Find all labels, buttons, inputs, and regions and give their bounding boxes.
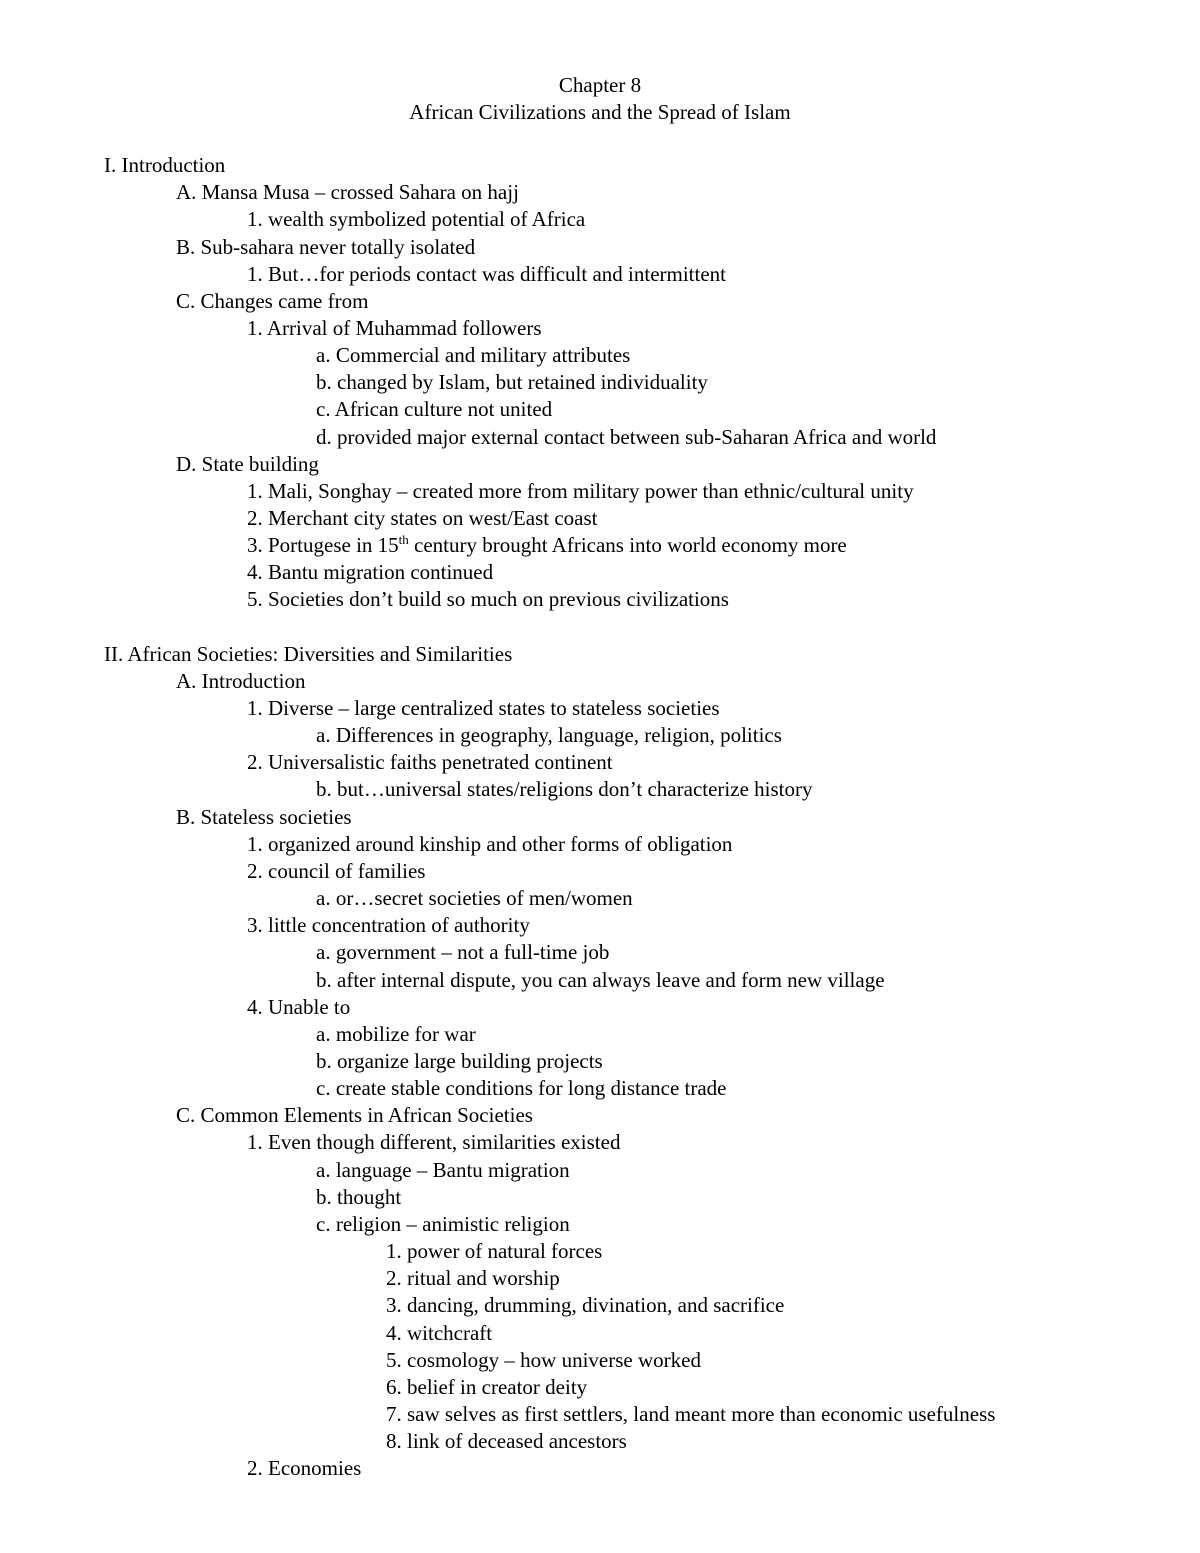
outline-item-level-2: [247, 261, 726, 288]
outline-item-text: 4. Bantu migration continued: [247, 560, 494, 585]
outline-item-level-4: [386, 1320, 492, 1347]
outline-item-level-1: [176, 451, 319, 478]
outline-item-text: 1. Even though different, similarities existed: [247, 1130, 621, 1155]
outline-item-text: a. government – not a full-time job: [316, 940, 610, 965]
superscript: th: [398, 532, 409, 548]
outline-item-text: a. language – Bantu migration: [316, 1157, 570, 1182]
outline-item-text: D. State building: [176, 451, 319, 476]
outline-item-level-3: [316, 1211, 570, 1238]
outline-item-level-1: [176, 288, 368, 315]
outline-item-level-3: [316, 939, 609, 966]
outline-item-level-1: [176, 234, 475, 261]
outline-item-level-2: [247, 478, 914, 505]
outline-item-text: A. Mansa Musa – crossed Sahara on hajj: [176, 180, 519, 205]
outline-item-level-2: [247, 315, 542, 342]
outline-item-level-4: [386, 1374, 587, 1401]
outline-item-level-2: [247, 858, 425, 885]
outline-item-text: 1. But…for periods contact was difficult and intermittent: [247, 261, 727, 286]
outline-item-level-2: [247, 559, 493, 586]
outline-item-level-4: [386, 1347, 701, 1374]
outline-item-text: II. African Societies: Diversities and Similarities: [104, 641, 513, 666]
outline-item-text: a. mobilize for war: [316, 1021, 476, 1046]
outline-item-level-2: [247, 695, 720, 722]
outline-item-text: 1. Arrival of Muhammad followers: [247, 315, 542, 340]
outline-item-text: c. African culture not united: [316, 397, 553, 422]
outline-item-level-4: [386, 1292, 784, 1319]
chapter-title: African Civilizations and the Spread of Islam: [409, 100, 791, 124]
outline-item-text: b. thought: [316, 1184, 402, 1209]
outline-item-text: b. changed by Islam, but retained individuality: [316, 370, 708, 395]
outline-item-level-4: [386, 1401, 995, 1428]
outline-item-level-3: [316, 424, 936, 451]
outline-item-level-3: [316, 396, 552, 423]
outline-item-level-2: [247, 912, 530, 939]
outline-item-level-3: [316, 722, 782, 749]
outline-item-text: 1. organized around kinship and other forms of obligation: [247, 831, 733, 856]
outline-item-text: 5. cosmology – how universe worked: [386, 1347, 701, 1372]
chapter-heading: Chapter 8: [558, 73, 642, 97]
outline-item-level-4: [386, 1238, 602, 1265]
outline-item-text: 2. Economies: [247, 1456, 362, 1481]
outline-item-text: 2. Universalistic faiths penetrated continent: [247, 750, 613, 775]
outline-item-level-2: [247, 532, 847, 559]
outline-item-level-1: [176, 804, 352, 831]
outline-item-text: 8. link of deceased ancestors: [386, 1429, 627, 1454]
outline-item-level-3: [316, 1157, 570, 1184]
outline-item-text: b. but…universal states/religions don’t characterize history: [316, 777, 813, 802]
outline-item-level-2: [247, 505, 598, 532]
outline-item-text: I. Introduction: [104, 153, 226, 177]
outline-item-text: 2. ritual and worship: [386, 1266, 560, 1291]
outline-item-level-1: [176, 1102, 533, 1129]
outline-item-text: c. religion – animistic religion: [316, 1211, 570, 1236]
outline-item-text: C. Common Elements in African Societies: [176, 1103, 533, 1128]
outline-item-level-3: [316, 1021, 476, 1048]
outline-item-text: 5. Societies don’t build so much on previous civilizations: [247, 587, 729, 612]
outline-item-text: 2. council of families: [247, 858, 426, 883]
outline-item-text: 1. Mali, Songhay – created more from military power than ethnic/cultural unity: [247, 478, 914, 503]
outline-item-level-4: [386, 1265, 560, 1292]
outline-item-level-0: [104, 152, 225, 179]
outline-item-level-2: [247, 586, 729, 613]
outline-item-text-cont: century brought Africans into world economy more: [408, 533, 847, 558]
outline-item-text: 4. Unable to: [247, 994, 351, 1019]
outline-item-text: a. or…secret societies of men/women: [316, 886, 633, 910]
outline-item-level-2: [247, 206, 585, 233]
outline-item-text: 1. power of natural forces: [386, 1239, 603, 1263]
outline-item-level-2: [247, 831, 732, 858]
outline-item-text: B. Sub-sahara never totally isolated: [176, 234, 476, 259]
outline-item-text: c. create stable conditions for long distance trade: [316, 1076, 727, 1101]
outline-item-text: 7. saw selves as first settlers, land meant more than economic usefulness: [386, 1401, 996, 1426]
outline-item-text: B. Stateless societies: [176, 804, 352, 829]
outline-item-text: A. Introduction: [176, 668, 306, 693]
outline-item-level-3: [316, 1048, 603, 1075]
outline-item-level-0: [104, 641, 512, 668]
outline-item-level-3: [316, 967, 885, 994]
outline-item-text: 1. Diverse – large centralized states to stateless societies: [247, 696, 720, 720]
outline-item-text: a. Differences in geography, language, religion, politics: [316, 723, 782, 748]
outline-item-text: C. Changes came from: [176, 288, 369, 313]
outline-item-level-3: [316, 776, 812, 803]
outline-item-level-3: [316, 369, 708, 396]
outline-item-level-3: [316, 1184, 401, 1211]
outline-item-text: 3. dancing, drumming, divination, and sacrifice: [386, 1293, 785, 1318]
outline-item-text: 6. belief in creator deity: [386, 1374, 588, 1399]
outline-item-text: 3. little concentration of authority: [247, 913, 530, 938]
outline-item-level-3: [316, 342, 630, 369]
outline-item-level-2: [247, 1455, 361, 1482]
outline-item-level-2: [247, 749, 613, 776]
outline-item-text: d. provided major external contact between sub-Saharan Africa and world: [316, 424, 937, 449]
outline-item-level-3: [316, 1075, 727, 1102]
outline-item-text: 2. Merchant city states on west/East coast: [247, 505, 598, 530]
outline-item-level-1: [176, 179, 519, 206]
outline-item-text: a. Commercial and military attributes: [316, 343, 631, 367]
outline-item-text: 1. wealth symbolized potential of Africa: [247, 207, 586, 232]
outline-item-text: b. after internal dispute, you can always leave and form new village: [316, 967, 885, 992]
outline-item-level-3: [316, 885, 633, 912]
outline-item-text: 4. witchcraft: [386, 1320, 493, 1345]
outline-item-level-1: [176, 668, 305, 695]
outline-item-text: b. organize large building projects: [316, 1048, 603, 1073]
outline-item-level-2: [247, 994, 350, 1021]
outline-item-text: 3. Portugese in 15: [247, 533, 399, 558]
outline-item-level-2: [247, 1129, 620, 1156]
outline-item-level-4: [386, 1428, 627, 1455]
